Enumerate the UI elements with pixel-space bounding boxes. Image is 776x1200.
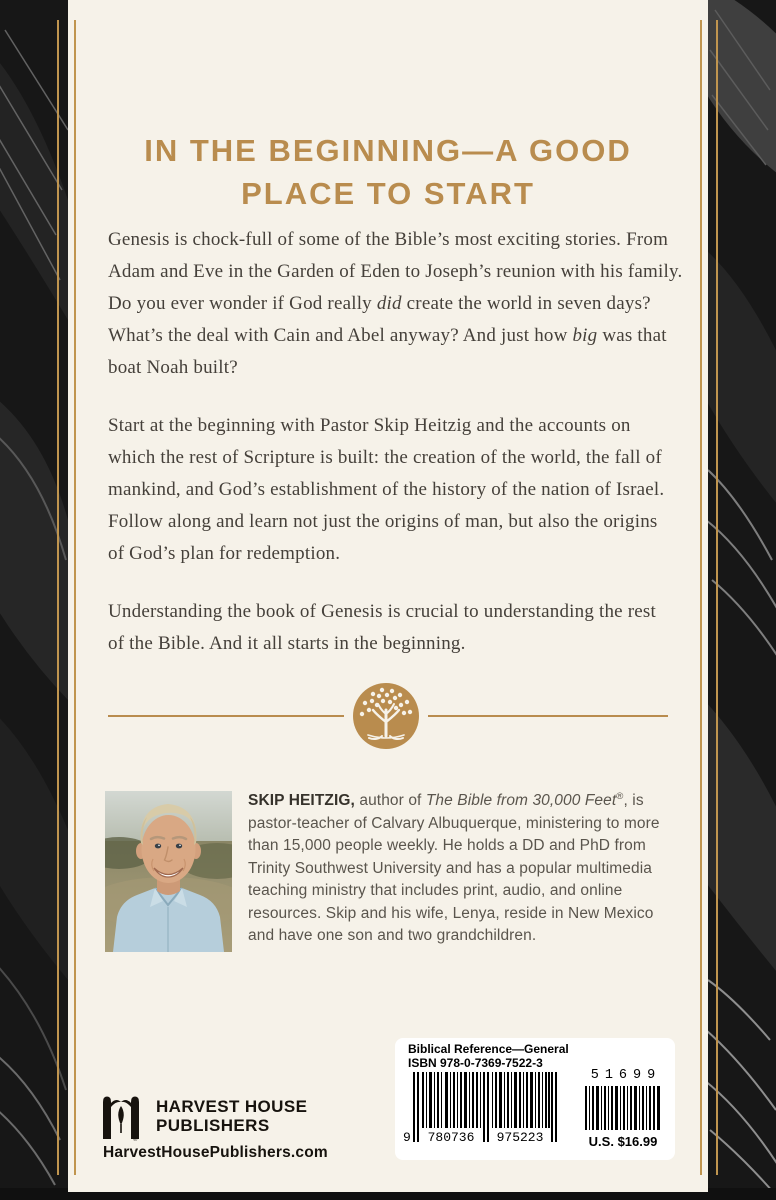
divider-line-right (428, 715, 668, 717)
ean-barcode (403, 1072, 573, 1156)
price-addon-barcode (581, 1068, 665, 1154)
paragraph-1: Genesis is chock-full of some of the Bible’s most exciting stories. From Adam and Eve in the Garden of Eden to Joseph’s reunion with his family. Do you ever wonder if God really did create the world in seven days? What’s the deal with Cain and Abel anyway? And just how big was that boat Noah built? (108, 229, 683, 378)
paragraph-2: Start at the beginning with Pastor Skip Heitzig and the accounts on which the rest of Scripture is built: the creation of the world, the fall of mankind, and God’s establishment of the history of the nation of Israel. Follow along and learn not just the origins of man, but also the origins of God’s plan for redemption. (108, 415, 665, 564)
barcode-box (395, 1038, 675, 1160)
gold-pinstripe-left-outer (57, 20, 59, 1175)
gold-pinstripe-right-outer (716, 20, 718, 1175)
paragraph-3: Understanding the book of Genesis is crucial to understanding the rest of the Bible. And it all starts in the beginning. (108, 601, 656, 654)
author-photo (105, 791, 232, 952)
divider-line-left (108, 715, 344, 717)
category-label: Biblical Reference—General (408, 1042, 569, 1056)
harvest-house-h-leaf-icon (103, 1093, 139, 1141)
svg-text:®: ® (133, 1137, 138, 1141)
ean-digit-group-1: 780736 (427, 1130, 475, 1145)
tree-of-life-icon (352, 682, 420, 750)
publisher-website: HarvestHousePublishers.com (103, 1144, 328, 1161)
isbn-label: ISBN 978-0-7369-7522-3 (408, 1056, 543, 1070)
price-label: U.S. $16.99 (588, 1134, 658, 1149)
ean-digit-group-2: 975223 (496, 1130, 544, 1145)
author-bio: SKIP HEITZIG, author of The Bible from 30,000 Feet®, is pastor-teacher of Calvary Albuquerque, ministering to more than 15,000 people weekly. He holds a DD and PhD from Trinity Southwest University and has a popular multimedia teaching ministry that includes print, audio, and online resources. Skip and his wife, Lenya, reside in New Mexico and have one son and two grandchildren. (248, 791, 660, 945)
back-cover-copy (108, 224, 688, 686)
publisher-name: HARVEST HOUSE PUBLISHERS (156, 1097, 308, 1135)
addon-digits: 51699 (590, 1068, 662, 1083)
headline: IN THE BEGINNING—A GOOD PLACE TO START (144, 132, 632, 211)
ean-lead-digit: 9 (403, 1130, 411, 1145)
